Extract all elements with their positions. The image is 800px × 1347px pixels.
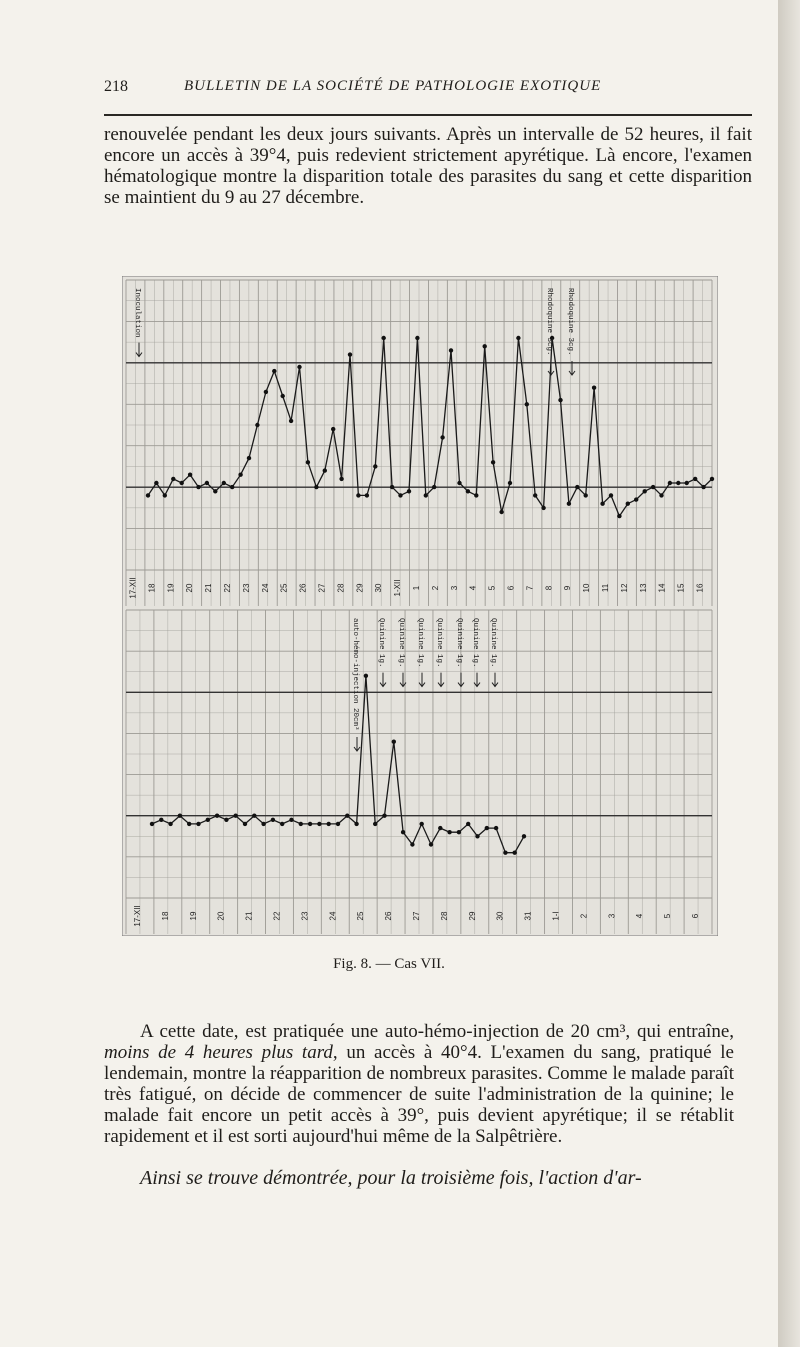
- temperature-point: [382, 814, 386, 818]
- x-tick-label: 28: [439, 911, 449, 921]
- x-tick-label: 5: [663, 913, 673, 919]
- temperature-point: [575, 485, 579, 489]
- temperature-point: [146, 493, 150, 497]
- temperature-point: [659, 493, 663, 497]
- temperature-point: [651, 485, 655, 489]
- temperature-point: [168, 822, 172, 826]
- temperature-point: [234, 814, 238, 818]
- temperature-point: [429, 842, 433, 846]
- temperature-point: [345, 814, 349, 818]
- temperature-point: [243, 822, 247, 826]
- temperature-point: [323, 468, 327, 472]
- annotation-label: Inoculation: [133, 288, 141, 338]
- x-tick-label: 10: [582, 583, 592, 593]
- temperature-point: [180, 481, 184, 485]
- temperature-point: [676, 481, 680, 485]
- temperature-point: [499, 510, 503, 514]
- temperature-point: [483, 344, 487, 348]
- temperature-point: [522, 834, 526, 838]
- x-tick-label: 4: [635, 913, 645, 919]
- x-tick-label: 26: [298, 583, 308, 593]
- x-tick-label: 7: [525, 585, 535, 591]
- temperature-point: [390, 485, 394, 489]
- temperature-point: [415, 336, 419, 340]
- temperature-point: [264, 390, 268, 394]
- temperature-point: [289, 818, 293, 822]
- temperature-point: [163, 493, 167, 497]
- x-tick-label: 12: [619, 583, 629, 593]
- temperature-point: [159, 818, 163, 822]
- x-tick-label: 25: [279, 583, 289, 593]
- x-tick-label: 23: [300, 911, 310, 921]
- temperature-point: [280, 822, 284, 826]
- temperature-point: [449, 348, 453, 352]
- paragraph-1: renouvelée pendant les deux jours suivants. Après un intervalle de 52 heures, il fait encore un accès à 39°4, puis redevient strictement apyrétique. Là encore, l'examen hématologique montre la disparition totale des parasites du sang et cette disparition se maintient du 9 au 27 décembre.: [104, 124, 752, 208]
- temperature-point: [188, 473, 192, 477]
- x-tick-label: 9: [563, 585, 573, 591]
- temperature-point: [474, 493, 478, 497]
- x-tick-label: 19: [166, 583, 176, 593]
- temperature-point: [178, 814, 182, 818]
- x-tick-label: 19: [188, 911, 198, 921]
- x-tick-label: 2: [579, 913, 589, 919]
- temperature-point: [154, 481, 158, 485]
- x-tick-label: 1-XII: [393, 579, 403, 597]
- temperature-chart-svg: [122, 276, 718, 936]
- x-tick-label: 27: [412, 911, 421, 921]
- x-tick-label: 17-XII: [128, 577, 138, 599]
- temperature-point: [541, 506, 545, 510]
- paragraph-2-text-a: A cette date, est pratiquée une auto-hémo-injection de 20 cm³, qui entraîne,: [140, 1021, 734, 1042]
- temperature-point: [308, 822, 312, 826]
- temperature-point: [373, 822, 377, 826]
- x-tick-label: 14: [657, 583, 667, 593]
- temperature-point: [710, 477, 714, 481]
- x-tick-label: 1-I: [551, 911, 561, 921]
- annotation-label: Quinine 1g.: [489, 618, 497, 668]
- temperature-point: [533, 493, 537, 497]
- temperature-point: [238, 473, 242, 477]
- temperature-point: [466, 822, 470, 826]
- x-tick-label: 24: [328, 911, 338, 921]
- annotation-label: Quinine 1g.: [455, 618, 463, 668]
- temperature-point: [592, 386, 596, 390]
- temperature-point: [407, 489, 411, 493]
- temperature-point: [306, 460, 310, 464]
- temperature-point: [327, 822, 331, 826]
- temperature-point: [401, 830, 405, 834]
- temperature-point: [213, 489, 217, 493]
- x-tick-label: 29: [467, 911, 477, 921]
- temperature-point: [440, 435, 444, 439]
- temperature-point: [206, 818, 210, 822]
- paragraph-2-text-b: , un accès à 40°4. L'examen du sang, pratiqué le lendemain, montre la réapparition de nombreux parasites. Comme le malade paraît très fatigué, on décide de commencer de suite l'administration de la quinine; le malade fait encore un petit accès à 39°, puis devient apyrétique; il se rétablit rapidement et il est sorti aujourd'hui même de la Salpêtrière.: [104, 1042, 734, 1147]
- running-title: BULLETIN DE LA SOCIÉTÉ DE PATHOLOGIE EXOTIQUE: [184, 78, 602, 94]
- temperature-point: [609, 493, 613, 497]
- x-tick-label: 6: [691, 913, 701, 919]
- temperature-point: [255, 423, 259, 427]
- temperature-point: [600, 502, 604, 506]
- annotation-label: Quinine 1g.: [435, 618, 443, 668]
- temperature-point: [626, 502, 630, 506]
- temperature-point: [457, 481, 461, 485]
- temperature-point: [508, 481, 512, 485]
- page-number: 218: [104, 78, 128, 95]
- annotation-label: Quinine 1g.: [377, 618, 385, 668]
- temperature-point: [424, 493, 428, 497]
- annotation-label: Rhodoquine 3cg.: [566, 288, 574, 356]
- paragraph-2: [104, 1021, 734, 1147]
- temperature-point: [701, 485, 705, 489]
- temperature-point: [314, 485, 318, 489]
- annotation-label: Quinine 1g.: [471, 618, 479, 668]
- x-tick-label: 25: [356, 911, 366, 921]
- x-tick-label: 21: [244, 911, 254, 921]
- x-tick-label: 20: [216, 911, 226, 921]
- annotation-label: Rhodoquine 3cg.: [545, 288, 553, 356]
- temperature-point: [494, 826, 498, 830]
- temperature-point: [365, 493, 369, 497]
- temperature-point: [420, 822, 424, 826]
- x-tick-label: 17-XII: [132, 905, 142, 927]
- temperature-point: [668, 481, 672, 485]
- page-header: [104, 74, 752, 116]
- x-tick-label: 29: [355, 583, 365, 593]
- temperature-point: [491, 460, 495, 464]
- temperature-point: [339, 477, 343, 481]
- temperature-point: [392, 740, 396, 744]
- x-tick-label: 11: [601, 583, 611, 593]
- temperature-point: [354, 822, 358, 826]
- temperature-point: [171, 477, 175, 481]
- x-tick-label: 27: [317, 583, 327, 593]
- annotation-label: Quinine 1g.: [397, 618, 405, 668]
- temperature-point: [336, 822, 340, 826]
- temperature-point: [438, 826, 442, 830]
- figure-caption: Fig. 8. — Cas VII.: [333, 956, 445, 972]
- temperature-point: [215, 814, 219, 818]
- temperature-point: [261, 822, 265, 826]
- temperature-point: [196, 822, 200, 826]
- x-tick-label: 16: [695, 583, 705, 593]
- temperature-point: [187, 822, 191, 826]
- temperature-point: [617, 514, 621, 518]
- x-tick-label: 30: [495, 911, 505, 921]
- temperature-point: [584, 493, 588, 497]
- x-tick-label: 2: [430, 585, 440, 591]
- temperature-point: [503, 851, 507, 855]
- temperature-point: [222, 481, 226, 485]
- x-tick-label: 18: [147, 583, 157, 593]
- temperature-point: [475, 834, 479, 838]
- temperature-point: [485, 826, 489, 830]
- x-tick-label: 22: [222, 583, 232, 593]
- x-tick-label: 3: [607, 913, 617, 919]
- temperature-point: [272, 369, 276, 373]
- temperature-point: [297, 365, 301, 369]
- x-tick-label: 5: [487, 585, 497, 591]
- temperature-point: [567, 502, 571, 506]
- paragraph-2-italic: moins de 4 heures plus tard: [104, 1042, 333, 1063]
- temperature-point: [693, 477, 697, 481]
- x-tick-label: 24: [260, 583, 270, 593]
- x-tick-label: 13: [638, 583, 648, 593]
- temperature-point: [457, 830, 461, 834]
- temperature-point: [289, 419, 293, 423]
- temperature-point: [230, 485, 234, 489]
- x-tick-label: 6: [506, 585, 516, 591]
- x-tick-label: 22: [272, 911, 282, 921]
- temperature-point: [382, 336, 386, 340]
- paragraph-3: Ainsi se trouve démontrée, pour la troisième fois, l'action d'ar-: [140, 1167, 642, 1189]
- temperature-point: [281, 394, 285, 398]
- x-tick-label: 18: [160, 911, 170, 921]
- temperature-point: [398, 493, 402, 497]
- x-tick-label: 23: [241, 583, 251, 593]
- temperature-point: [558, 398, 562, 402]
- temperature-point: [196, 485, 200, 489]
- temperature-point: [364, 674, 368, 678]
- x-tick-label: 26: [384, 911, 394, 921]
- temperature-point: [271, 818, 275, 822]
- annotation-label: Quinine 1g.: [416, 618, 424, 668]
- temperature-point: [685, 481, 689, 485]
- temperature-point: [331, 427, 335, 431]
- temperature-point: [252, 814, 256, 818]
- x-tick-label: 30: [374, 583, 384, 593]
- temperature-point: [247, 456, 251, 460]
- temperature-point: [516, 336, 520, 340]
- x-tick-label: 20: [185, 583, 195, 593]
- temperature-point: [348, 352, 352, 356]
- x-tick-label: 4: [468, 585, 478, 591]
- temperature-point: [466, 489, 470, 493]
- temperature-point: [317, 822, 321, 826]
- temperature-point: [447, 830, 451, 834]
- x-tick-label: 15: [676, 583, 686, 593]
- temperature-point: [299, 822, 303, 826]
- temperature-chart-figure: [122, 276, 718, 936]
- x-tick-label: 1: [412, 585, 421, 591]
- temperature-point: [643, 489, 647, 493]
- temperature-point: [205, 481, 209, 485]
- x-tick-label: 8: [544, 585, 554, 591]
- page-edge-shadow: [778, 0, 800, 1347]
- temperature-point: [150, 822, 154, 826]
- temperature-point: [634, 497, 638, 501]
- annotation-label: auto-hémo-injection 20cm³: [351, 618, 359, 731]
- temperature-point: [410, 842, 414, 846]
- temperature-point: [525, 402, 529, 406]
- temperature-point: [432, 485, 436, 489]
- x-tick-label: 3: [449, 585, 459, 591]
- temperature-point: [224, 818, 228, 822]
- x-tick-label: 31: [523, 911, 533, 921]
- x-tick-label: 28: [336, 583, 346, 593]
- temperature-point: [373, 464, 377, 468]
- temperature-point: [513, 851, 517, 855]
- temperature-point: [356, 493, 360, 497]
- x-tick-label: 21: [204, 583, 214, 593]
